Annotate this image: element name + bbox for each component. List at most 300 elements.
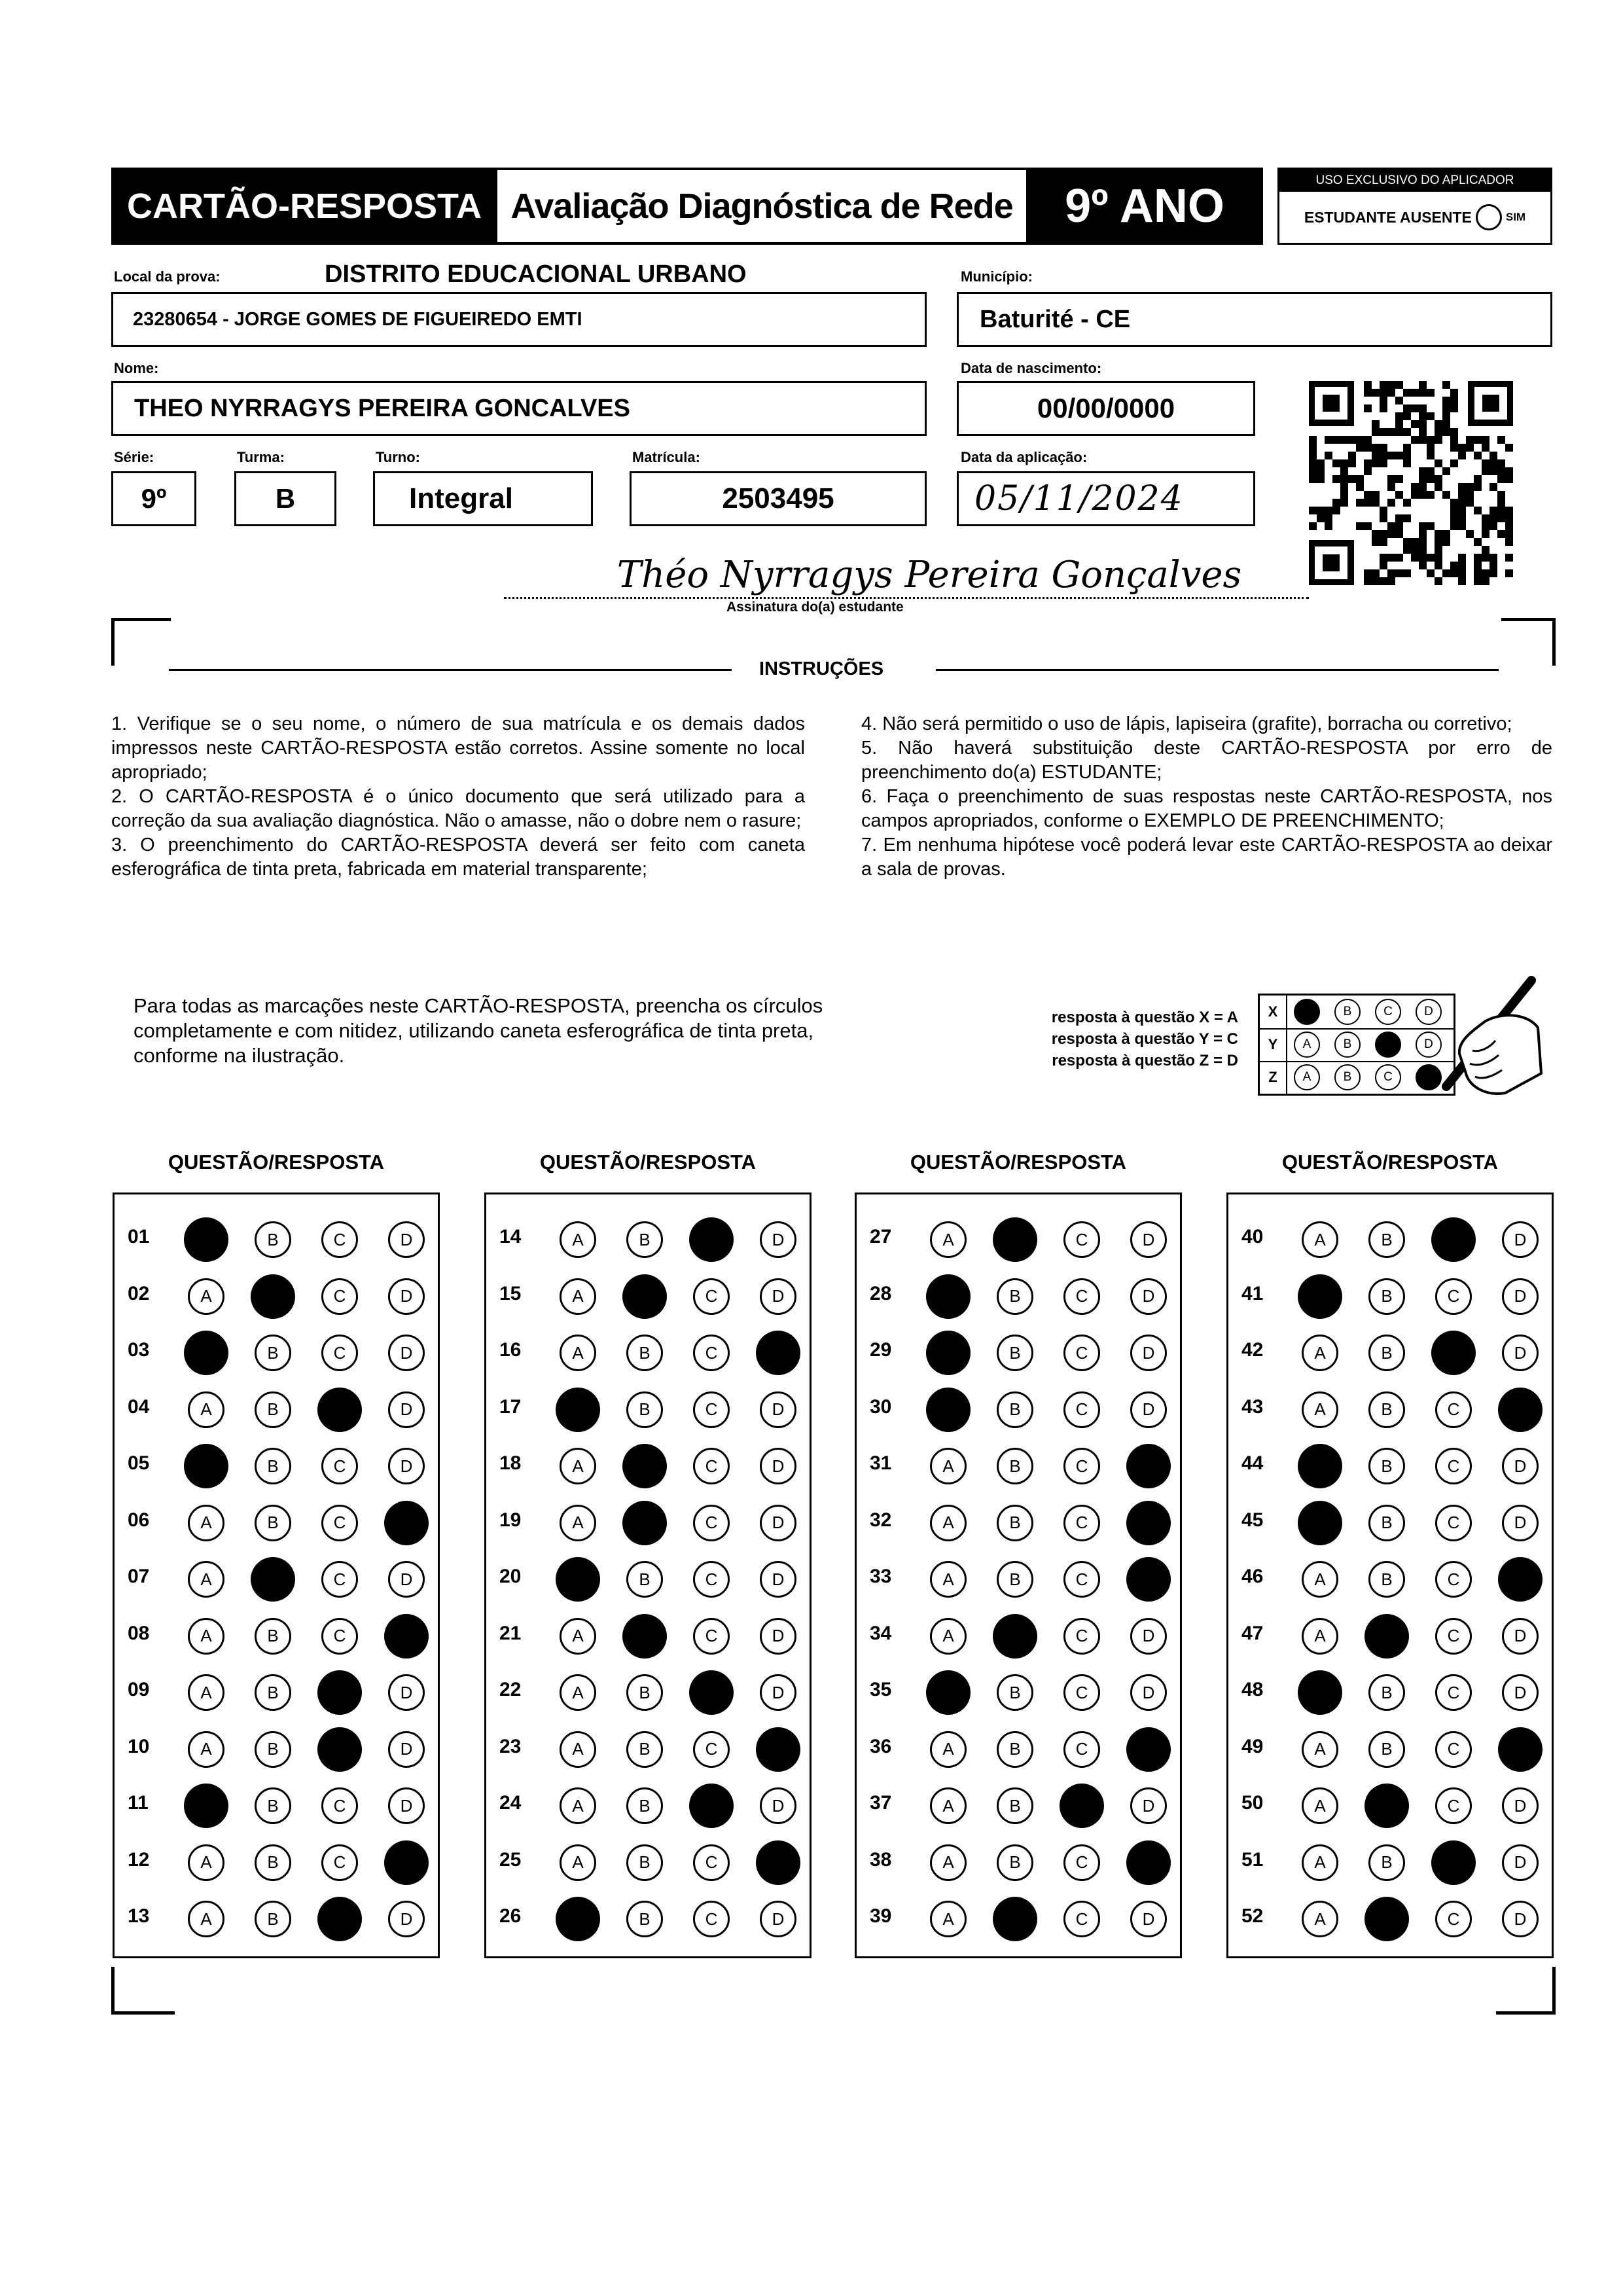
answer-bubble-d[interactable]: D xyxy=(1130,1787,1167,1824)
answer-bubble-b[interactable]: B xyxy=(626,1221,663,1258)
answer-bubble-d[interactable] xyxy=(756,1840,800,1885)
question-number: 34 xyxy=(870,1622,892,1644)
answer-bubble-c[interactable]: C xyxy=(1435,1391,1472,1428)
question-number: 37 xyxy=(870,1792,892,1814)
answer-bubble-c[interactable]: C xyxy=(1063,1391,1100,1428)
answer-bubble-a[interactable] xyxy=(184,1444,228,1488)
answer-bubble-d[interactable]: D xyxy=(1502,1221,1539,1258)
corner-mark-top-left xyxy=(111,618,171,666)
answer-bubble-a[interactable]: A xyxy=(930,1505,967,1541)
answer-bubble-d[interactable]: D xyxy=(1130,1221,1167,1258)
answer-bubble-b[interactable]: B xyxy=(255,1391,291,1428)
municipio-field xyxy=(957,292,1552,347)
municipio-value: Baturité - CE xyxy=(980,305,1131,333)
answer-bubble-c[interactable] xyxy=(1060,1784,1104,1828)
answer-bubble-c[interactable]: C xyxy=(693,1335,730,1371)
answer-bubble-c[interactable] xyxy=(1431,1217,1476,1262)
answer-bubble-d[interactable] xyxy=(384,1840,429,1885)
answer-bubble-a[interactable]: A xyxy=(188,1561,224,1598)
answer-bubble-c[interactable]: C xyxy=(693,1448,730,1484)
answer-bubble-b[interactable]: B xyxy=(255,1448,291,1484)
answer-bubble-d[interactable]: D xyxy=(760,1278,796,1315)
answer-bubble-c[interactable] xyxy=(689,1670,734,1715)
answer-bubble-d[interactable] xyxy=(1126,1444,1171,1488)
nascimento-label: Data de nascimento: xyxy=(961,360,1102,376)
answer-bubble-b[interactable]: B xyxy=(1368,1278,1405,1315)
answer-bubble-a[interactable]: A xyxy=(1302,1335,1338,1371)
question-row xyxy=(115,1382,438,1438)
answer-column xyxy=(113,1193,440,1958)
answer-bubble-c[interactable]: C xyxy=(693,1731,730,1768)
answer-bubble-c[interactable]: C xyxy=(1435,1561,1472,1598)
answer-bubble-d[interactable]: D xyxy=(388,1221,425,1258)
answer-bubble-b[interactable] xyxy=(622,1501,667,1545)
answer-bubble-c[interactable]: C xyxy=(1063,1731,1100,1768)
answer-bubble-b[interactable]: B xyxy=(255,1221,291,1258)
question-number: 49 xyxy=(1241,1735,1264,1757)
question-number: 43 xyxy=(1241,1395,1264,1418)
answer-bubble-d[interactable]: D xyxy=(388,1278,425,1315)
answer-bubble-b[interactable]: B xyxy=(626,1787,663,1824)
answer-bubble-c[interactable]: C xyxy=(693,1561,730,1598)
answer-bubble-a[interactable]: A xyxy=(188,1901,224,1937)
question-number: 30 xyxy=(870,1395,892,1418)
answer-bubble-b[interactable]: B xyxy=(1368,1505,1405,1541)
school-value: 23280654 - JORGE GOMES DE FIGUEIREDO EMTI xyxy=(133,308,582,330)
answer-bubble-b[interactable] xyxy=(993,1614,1037,1659)
answer-bubble-b[interactable]: B xyxy=(1368,1844,1405,1881)
question-row xyxy=(486,1551,810,1607)
answer-bubble-d[interactable]: D xyxy=(1130,1335,1167,1371)
column-title: QUESTÃO/RESPOSTA xyxy=(910,1151,1127,1174)
answer-bubble-c[interactable] xyxy=(317,1727,362,1772)
answer-bubble-a[interactable] xyxy=(926,1388,971,1432)
answer-bubble-c[interactable]: C xyxy=(1435,1731,1472,1768)
answer-bubble-a[interactable]: A xyxy=(930,1221,967,1258)
answer-bubble-a[interactable]: A xyxy=(188,1278,224,1315)
answer-bubble-b[interactable]: B xyxy=(626,1561,663,1598)
answer-bubble-d[interactable]: D xyxy=(1502,1844,1539,1881)
answer-bubble-a[interactable]: A xyxy=(1302,1901,1338,1937)
answer-bubble-c[interactable]: C xyxy=(321,1787,358,1824)
answer-bubble-d[interactable]: D xyxy=(1502,1787,1539,1824)
answer-bubble-b[interactable]: B xyxy=(255,1844,291,1881)
answer-bubble-b[interactable]: B xyxy=(1368,1731,1405,1768)
example-bubble-a: A xyxy=(1294,1064,1320,1090)
question-row xyxy=(486,1211,810,1268)
example-bubble-d: D xyxy=(1416,999,1442,1025)
answer-bubble-a[interactable]: A xyxy=(930,1731,967,1768)
answer-bubble-a[interactable] xyxy=(926,1670,971,1715)
answer-bubble-a[interactable] xyxy=(556,1388,600,1432)
question-number: 29 xyxy=(870,1339,892,1361)
question-number: 17 xyxy=(499,1395,522,1418)
signature-line xyxy=(504,597,1309,599)
question-row xyxy=(115,1778,438,1834)
answer-bubble-d[interactable] xyxy=(756,1727,800,1772)
answer-bubble-a[interactable]: A xyxy=(560,1618,596,1655)
question-number: 11 xyxy=(128,1792,149,1814)
answer-bubble-b[interactable] xyxy=(1364,1897,1409,1941)
answer-bubble-b[interactable] xyxy=(622,1614,667,1659)
question-number: 28 xyxy=(870,1282,892,1304)
answer-bubble-d[interactable]: D xyxy=(1130,1674,1167,1711)
question-number: 47 xyxy=(1241,1622,1264,1644)
answer-bubble-c[interactable]: C xyxy=(1063,1674,1100,1711)
question-row xyxy=(486,1778,810,1834)
municipio-label: Município: xyxy=(961,268,1033,285)
question-row xyxy=(115,1664,438,1721)
answer-bubble-a[interactable]: A xyxy=(930,1844,967,1881)
answer-bubble-b[interactable]: B xyxy=(997,1731,1033,1768)
answer-bubble-c[interactable]: C xyxy=(1435,1505,1472,1541)
answer-bubble-a[interactable]: A xyxy=(1302,1221,1338,1258)
answer-bubble-d[interactable] xyxy=(384,1501,429,1545)
instruction-item: 5. Não haverá substituição deste CARTÃO-RESPOSTA por erro de preenchimento do(a) ESTUDANTE; xyxy=(861,738,1552,783)
answer-bubble-b[interactable]: B xyxy=(626,1674,663,1711)
question-number: 14 xyxy=(499,1226,522,1247)
question-row xyxy=(115,1721,438,1778)
answer-bubble-a[interactable] xyxy=(556,1557,600,1602)
answer-bubble-d[interactable]: D xyxy=(760,1561,796,1598)
answer-bubble-d[interactable]: D xyxy=(760,1221,796,1258)
aplicacao-value: 05/11/2024 xyxy=(974,479,1184,518)
answer-bubble-c[interactable]: C xyxy=(1435,1448,1472,1484)
answer-bubble-c[interactable]: C xyxy=(321,1221,358,1258)
answer-bubble-b[interactable]: B xyxy=(997,1278,1033,1315)
question-number: 20 xyxy=(499,1566,522,1587)
answer-bubble-d[interactable]: D xyxy=(760,1448,796,1484)
question-row xyxy=(857,1325,1180,1381)
answer-bubble-c[interactable]: C xyxy=(1435,1787,1472,1824)
answer-bubble-d[interactable]: D xyxy=(388,1674,425,1711)
answer-bubble-c[interactable] xyxy=(1431,1331,1476,1375)
instructions-right xyxy=(861,712,1552,882)
answer-bubble-d[interactable] xyxy=(1126,1840,1171,1885)
question-number: 09 xyxy=(128,1679,150,1700)
question-row xyxy=(857,1778,1180,1834)
answer-bubble-c[interactable]: C xyxy=(693,1901,730,1937)
question-row xyxy=(486,1835,810,1891)
answer-bubble-a[interactable] xyxy=(556,1897,600,1941)
answer-bubble-d[interactable] xyxy=(1498,1557,1543,1602)
answer-bubble-a[interactable]: A xyxy=(188,1618,224,1655)
answer-bubble-d[interactable]: D xyxy=(1130,1618,1167,1655)
answer-bubble-d[interactable]: D xyxy=(388,1448,425,1484)
answer-bubble-b[interactable]: B xyxy=(997,1391,1033,1428)
question-row xyxy=(115,1608,438,1664)
question-row xyxy=(1228,1778,1552,1834)
answer-bubble-a[interactable]: A xyxy=(560,1278,596,1315)
answer-bubble-a[interactable]: A xyxy=(930,1901,967,1937)
answer-bubble-b[interactable]: B xyxy=(626,1391,663,1428)
question-number: 51 xyxy=(1241,1848,1264,1871)
turma-value: B xyxy=(275,483,296,514)
answer-bubble-a[interactable] xyxy=(184,1331,228,1375)
answer-bubble-d[interactable] xyxy=(1126,1557,1171,1602)
answer-bubble-d[interactable] xyxy=(1126,1501,1171,1545)
answer-bubble-b[interactable] xyxy=(1364,1784,1409,1828)
question-row xyxy=(857,1268,1180,1325)
answer-bubble-d[interactable]: D xyxy=(760,1674,796,1711)
answer-bubble-a[interactable] xyxy=(184,1217,228,1262)
answer-bubble-c[interactable]: C xyxy=(1435,1618,1472,1655)
question-number: 24 xyxy=(499,1792,522,1814)
answer-bubble-d[interactable]: D xyxy=(1502,1901,1539,1937)
answer-bubble-c[interactable] xyxy=(317,1670,362,1715)
answer-bubble-a[interactable]: A xyxy=(560,1448,596,1484)
absent-checkbox[interactable] xyxy=(1476,204,1502,230)
question-row xyxy=(857,1608,1180,1664)
answer-bubble-c[interactable]: C xyxy=(1063,1844,1100,1881)
local-label: Local da prova: xyxy=(114,268,221,285)
answer-bubble-b[interactable]: B xyxy=(997,1561,1033,1598)
column-title: QUESTÃO/RESPOSTA xyxy=(168,1151,385,1174)
instruction-item: 4. Não será permitido o uso de lápis, lapiseira (grafite), borracha ou corretivo; xyxy=(861,713,1512,734)
answer-bubble-a[interactable]: A xyxy=(560,1335,596,1371)
question-row xyxy=(1228,1382,1552,1438)
answer-bubble-a[interactable]: A xyxy=(1302,1561,1338,1598)
answer-bubble-d[interactable]: D xyxy=(760,1618,796,1655)
answer-bubble-c[interactable]: C xyxy=(1063,1505,1100,1541)
answer-bubble-b[interactable]: B xyxy=(997,1787,1033,1824)
answer-bubble-a[interactable]: A xyxy=(560,1505,596,1541)
answer-bubble-b[interactable]: B xyxy=(255,1505,291,1541)
answer-bubble-d[interactable]: D xyxy=(388,1731,425,1768)
question-number: 33 xyxy=(870,1566,892,1587)
answer-bubble-d[interactable]: D xyxy=(388,1787,425,1824)
question-number: 44 xyxy=(1241,1452,1264,1474)
corner-mark-bottom-right xyxy=(1496,1967,1556,2015)
answer-bubble-c[interactable]: C xyxy=(693,1278,730,1315)
answer-bubble-c[interactable]: C xyxy=(1063,1221,1100,1258)
answer-bubble-a[interactable] xyxy=(1298,1274,1342,1319)
question-number: 15 xyxy=(499,1282,522,1304)
answer-bubble-d[interactable] xyxy=(1498,1388,1543,1432)
question-number: 06 xyxy=(128,1509,150,1531)
answer-bubble-b[interactable] xyxy=(251,1557,295,1602)
answer-bubble-c[interactable]: C xyxy=(693,1844,730,1881)
answer-bubble-d[interactable]: D xyxy=(388,1901,425,1937)
answer-bubble-d[interactable]: D xyxy=(760,1505,796,1541)
answer-bubble-c[interactable]: C xyxy=(693,1618,730,1655)
answer-bubble-a[interactable]: A xyxy=(1302,1787,1338,1824)
answer-bubble-d[interactable]: D xyxy=(388,1335,425,1371)
question-row xyxy=(1228,1495,1552,1551)
answer-bubble-c[interactable]: C xyxy=(1435,1674,1472,1711)
answer-bubble-b[interactable]: B xyxy=(997,1505,1033,1541)
matricula-value: 2503495 xyxy=(722,482,834,514)
answer-bubble-c[interactable]: C xyxy=(1063,1335,1100,1371)
answer-bubble-b[interactable]: B xyxy=(1368,1561,1405,1598)
answer-bubble-b[interactable]: B xyxy=(255,1674,291,1711)
question-row xyxy=(115,1891,438,1947)
question-number: 08 xyxy=(128,1622,150,1644)
answer-bubble-c[interactable]: C xyxy=(1435,1901,1472,1937)
answer-bubble-c[interactable]: C xyxy=(1063,1278,1100,1315)
answer-bubble-b[interactable]: B xyxy=(1368,1448,1405,1484)
answer-bubble-c[interactable]: C xyxy=(321,1844,358,1881)
answer-bubble-d[interactable]: D xyxy=(1502,1448,1539,1484)
absent-label: ESTUDANTE AUSENTE xyxy=(1304,208,1472,226)
question-row xyxy=(857,1438,1180,1494)
answer-column xyxy=(484,1193,812,1958)
answer-bubble-a[interactable] xyxy=(184,1784,228,1828)
answer-bubble-b[interactable]: B xyxy=(1368,1335,1405,1371)
turno-field xyxy=(373,471,593,526)
answer-bubble-c[interactable] xyxy=(689,1784,734,1828)
answer-bubble-b[interactable]: B xyxy=(997,1448,1033,1484)
answer-bubble-d[interactable]: D xyxy=(1130,1278,1167,1315)
answer-bubble-a[interactable]: A xyxy=(1302,1731,1338,1768)
question-row xyxy=(857,1835,1180,1891)
instruction-item: 2. O CARTÃO-RESPOSTA é o único documento que será utilizado para a correção da sua avaliação diagnóstica. Não o amasse, não o dobre nem o rasure; xyxy=(111,786,805,831)
answer-bubble-b[interactable]: B xyxy=(255,1787,291,1824)
question-number: 07 xyxy=(128,1566,150,1587)
answer-bubble-b[interactable]: B xyxy=(997,1674,1033,1711)
matricula-field xyxy=(630,471,927,526)
answer-bubble-b[interactable]: B xyxy=(997,1335,1033,1371)
answer-bubble-d[interactable]: D xyxy=(760,1787,796,1824)
answer-bubble-a[interactable] xyxy=(1298,1670,1342,1715)
answer-bubble-a[interactable]: A xyxy=(560,1844,596,1881)
question-number: 35 xyxy=(870,1679,892,1700)
nascimento-field xyxy=(957,381,1255,436)
answer-bubble-b[interactable]: B xyxy=(1368,1221,1405,1258)
answer-bubble-d[interactable]: D xyxy=(388,1391,425,1428)
answer-bubble-b[interactable]: B xyxy=(255,1901,291,1937)
answer-bubble-c[interactable] xyxy=(317,1897,362,1941)
answer-bubble-b[interactable]: B xyxy=(997,1844,1033,1881)
answer-bubble-c[interactable]: C xyxy=(321,1278,358,1315)
answer-bubble-a[interactable] xyxy=(1298,1501,1342,1545)
answer-bubble-a[interactable]: A xyxy=(188,1505,224,1541)
answer-bubble-c[interactable]: C xyxy=(1063,1901,1100,1937)
answer-bubble-b[interactable] xyxy=(622,1444,667,1488)
answer-bubble-a[interactable]: A xyxy=(930,1448,967,1484)
answer-bubble-b[interactable]: B xyxy=(1368,1391,1405,1428)
answer-bubble-d[interactable]: D xyxy=(388,1561,425,1598)
answer-bubble-d[interactable]: D xyxy=(1502,1505,1539,1541)
nome-field xyxy=(111,381,927,436)
answer-bubble-a[interactable]: A xyxy=(1302,1844,1338,1881)
answer-bubble-c[interactable]: C xyxy=(321,1561,358,1598)
answer-bubble-b[interactable] xyxy=(1364,1614,1409,1659)
answer-bubble-b[interactable]: B xyxy=(626,1844,663,1881)
example-bubble-b: B xyxy=(1334,999,1361,1025)
answer-bubble-d[interactable]: D xyxy=(1130,1901,1167,1937)
answer-bubble-d[interactable] xyxy=(1126,1727,1171,1772)
question-row xyxy=(486,1325,810,1381)
answer-bubble-a[interactable]: A xyxy=(930,1618,967,1655)
answer-bubble-c[interactable] xyxy=(689,1217,734,1262)
answer-bubble-d[interactable]: D xyxy=(760,1901,796,1937)
answer-bubble-c[interactable] xyxy=(317,1388,362,1432)
answer-bubble-a[interactable]: A xyxy=(930,1787,967,1824)
answer-bubble-d[interactable] xyxy=(1498,1727,1543,1772)
question-row xyxy=(1228,1325,1552,1381)
answer-bubble-c[interactable] xyxy=(1431,1840,1476,1885)
question-number: 13 xyxy=(128,1905,150,1927)
answer-bubble-b[interactable]: B xyxy=(255,1731,291,1768)
answer-bubble-b[interactable]: B xyxy=(1368,1674,1405,1711)
legend-line: resposta à questão Z = D xyxy=(1052,1052,1238,1069)
example-text: Para todas as marcações neste CARTÃO-RESPOSTA, preencha os círculos completamente e com nitidez, utilizando caneta esferográfica de tinta preta, conforme na ilustração. xyxy=(134,994,823,1067)
answer-bubble-d[interactable]: D xyxy=(1502,1335,1539,1371)
answer-bubble-a[interactable]: A xyxy=(1302,1391,1338,1428)
question-row xyxy=(486,1891,810,1947)
answer-bubble-d[interactable]: D xyxy=(1502,1674,1539,1711)
answer-bubble-a[interactable] xyxy=(926,1331,971,1375)
question-number: 03 xyxy=(128,1339,150,1361)
answer-bubble-d[interactable] xyxy=(384,1614,429,1659)
question-row xyxy=(115,1495,438,1551)
question-row xyxy=(857,1495,1180,1551)
question-row xyxy=(115,1835,438,1891)
answer-bubble-b[interactable]: B xyxy=(626,1901,663,1937)
answer-bubble-a[interactable]: A xyxy=(560,1731,596,1768)
answer-bubble-c[interactable]: C xyxy=(1063,1561,1100,1598)
answer-bubble-d[interactable] xyxy=(756,1331,800,1375)
answer-bubble-b[interactable]: B xyxy=(255,1618,291,1655)
instructions-rule-left xyxy=(169,669,732,671)
answer-bubble-b[interactable] xyxy=(251,1274,295,1319)
answer-bubble-d[interactable]: D xyxy=(1502,1278,1539,1315)
question-row xyxy=(1228,1438,1552,1494)
answer-bubble-d[interactable]: D xyxy=(1130,1391,1167,1428)
answer-bubble-c[interactable]: C xyxy=(1063,1448,1100,1484)
answer-bubble-a[interactable]: A xyxy=(930,1561,967,1598)
answer-bubble-d[interactable]: D xyxy=(1502,1618,1539,1655)
answer-bubble-a[interactable]: A xyxy=(188,1391,224,1428)
answer-bubble-b[interactable]: B xyxy=(626,1731,663,1768)
answer-bubble-c[interactable]: C xyxy=(321,1448,358,1484)
answer-bubble-b[interactable]: B xyxy=(626,1335,663,1371)
answer-bubble-a[interactable]: A xyxy=(1302,1618,1338,1655)
answer-bubble-d[interactable]: D xyxy=(760,1391,796,1428)
answer-bubble-b[interactable] xyxy=(622,1274,667,1319)
question-row xyxy=(857,1891,1180,1947)
answer-bubble-c[interactable]: C xyxy=(321,1335,358,1371)
answer-bubble-b[interactable]: B xyxy=(255,1335,291,1371)
answer-bubble-a[interactable]: A xyxy=(188,1731,224,1768)
answer-bubble-a[interactable]: A xyxy=(560,1674,596,1711)
answer-bubble-a[interactable]: A xyxy=(188,1674,224,1711)
answer-bubble-a[interactable] xyxy=(926,1274,971,1319)
answer-bubble-b[interactable] xyxy=(993,1217,1037,1262)
answer-bubble-a[interactable]: A xyxy=(560,1787,596,1824)
instructions-left xyxy=(111,712,805,882)
corner-mark-bottom-left xyxy=(111,1967,175,2015)
hand-with-pen-icon xyxy=(1407,975,1544,1100)
answer-bubble-c[interactable]: C xyxy=(693,1391,730,1428)
answer-bubble-a[interactable] xyxy=(1298,1444,1342,1488)
answer-bubble-c[interactable]: C xyxy=(321,1618,358,1655)
question-number: 45 xyxy=(1241,1509,1264,1531)
answer-bubble-c[interactable]: C xyxy=(693,1505,730,1541)
answer-bubble-c[interactable]: C xyxy=(321,1505,358,1541)
turma-field xyxy=(234,471,336,526)
answer-bubble-c[interactable]: C xyxy=(1435,1278,1472,1315)
question-number: 16 xyxy=(499,1339,522,1361)
school-field xyxy=(111,292,927,347)
example-bubble-b: B xyxy=(1334,1064,1361,1090)
answer-bubble-a[interactable]: A xyxy=(188,1844,224,1881)
answer-bubble-b[interactable] xyxy=(993,1897,1037,1941)
answer-bubble-c[interactable]: C xyxy=(1063,1618,1100,1655)
answer-bubble-a[interactable]: A xyxy=(560,1221,596,1258)
question-number: 25 xyxy=(499,1848,522,1871)
